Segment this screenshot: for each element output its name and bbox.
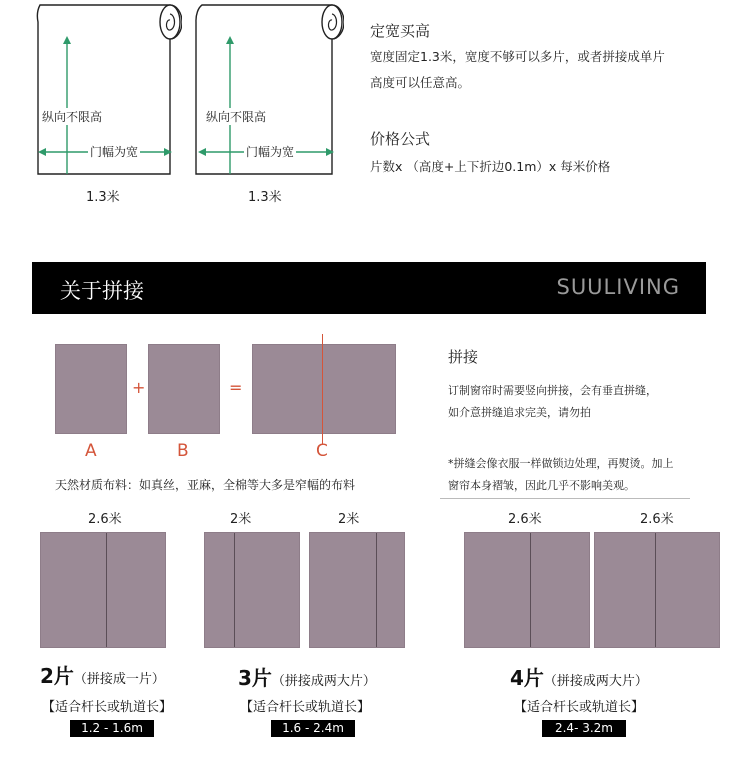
option-1-fit: 【适合杆长或轨道长】 <box>42 700 173 715</box>
seam <box>234 533 235 647</box>
info-line-2: 高度可以任意高。 <box>370 75 471 90</box>
plus-sign: + <box>132 378 146 397</box>
label-c: C <box>316 441 328 461</box>
option-2-width-left: 2米 <box>230 512 252 527</box>
option-2-fit: 【适合杆长或轨道长】 <box>240 700 371 715</box>
price-formula: 片数x （高度+上下折边0.1m）x 每米价格 <box>370 159 611 174</box>
option-1-count <box>40 660 165 689</box>
natural-fabric-note: 天然材质布料：如真丝，亚麻，全棉等大多是窄幅的布料 <box>55 478 356 492</box>
option-2-range: 1.6 - 2.4m <box>271 720 355 737</box>
banner-title: 关于拼接 <box>60 279 144 303</box>
option-2-panel-left <box>204 532 300 648</box>
splice-desc-1: 订制窗帘时需要竖向拼接，会有垂直拼缝， <box>448 384 657 397</box>
section-banner <box>32 262 706 314</box>
option-1-width: 2.6米 <box>88 512 122 527</box>
label-a: A <box>85 441 97 461</box>
option-3-count <box>510 662 648 691</box>
option-2-panel-right <box>309 532 405 648</box>
option-3-panel-left <box>464 532 590 648</box>
option-2-count <box>238 662 376 691</box>
roll-2-width: 1.3米 <box>248 190 282 205</box>
splice-note-2: 窗帘本身褶皱，因此几乎不影响美观。 <box>448 479 635 492</box>
splice-seam-line <box>322 334 323 444</box>
count-desc: （拼接成两大片） <box>271 674 376 689</box>
option-2-width-right: 2米 <box>338 512 360 527</box>
option-1-panel <box>40 532 166 648</box>
brand-logo: SUULIVING <box>556 275 680 299</box>
option-3-fit: 【适合杆长或轨道长】 <box>514 700 645 715</box>
count-value: 3片 <box>238 666 272 690</box>
seam <box>106 533 107 647</box>
option-3-width-right: 2.6米 <box>640 512 674 527</box>
count-value: 2片 <box>40 664 74 688</box>
roll-1-width: 1.3米 <box>86 190 120 205</box>
option-3-width-left: 2.6米 <box>508 512 542 527</box>
info-title-1: 定宽买高 <box>370 22 431 40</box>
divider <box>440 498 690 499</box>
seam <box>530 533 531 647</box>
info-line-1: 宽度固定1.3米，宽度不够可以多片，或者拼接成单片 <box>370 49 665 64</box>
info-title-2: 价格公式 <box>370 130 431 148</box>
seam <box>376 533 377 647</box>
seam <box>655 533 656 647</box>
splice-title: 拼接 <box>448 348 479 366</box>
count-value: 4片 <box>510 666 544 690</box>
option-1-range: 1.2 - 1.6m <box>70 720 154 737</box>
horizontal-label: 门幅为宽 <box>90 145 139 159</box>
vertical-label: 纵向不限高 <box>206 110 267 124</box>
option-3-range: 2.4- 3.2m <box>542 720 626 737</box>
panel-c <box>252 344 396 434</box>
splice-desc-2: 如介意拼缝追求完美，请勿拍 <box>448 406 591 419</box>
splice-note-1: *拼缝会像衣服一样做锁边处理，再熨烫。加上 <box>448 457 674 470</box>
count-desc: （拼接成一片） <box>73 672 165 687</box>
count-desc: （拼接成两大片） <box>543 674 648 689</box>
fabric-roll-2 <box>192 2 344 176</box>
vertical-label: 纵向不限高 <box>42 110 103 124</box>
fabric-roll-1 <box>30 2 182 176</box>
panel-a <box>55 344 127 434</box>
option-3-panel-right <box>594 532 720 648</box>
label-b: B <box>177 441 189 461</box>
equals-sign: = <box>229 378 243 397</box>
panel-b <box>148 344 220 434</box>
horizontal-label: 门幅为宽 <box>246 145 295 159</box>
